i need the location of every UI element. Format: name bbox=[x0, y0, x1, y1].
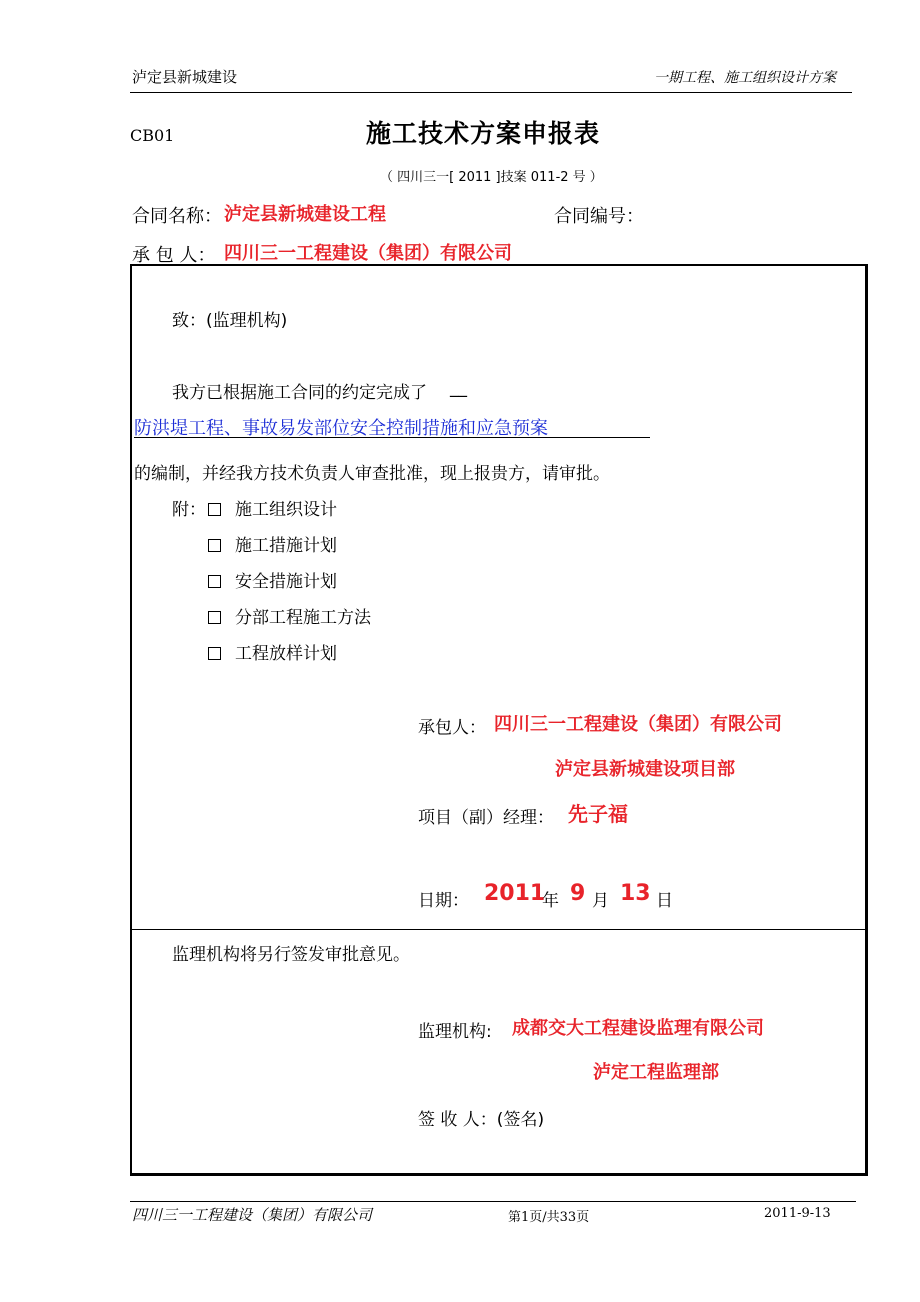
footer-date: 2011-9-13 bbox=[764, 1206, 831, 1221]
contractor-value: 四川三一工程建设（集团）有限公司 bbox=[224, 243, 512, 264]
date-day: 13 bbox=[620, 881, 651, 906]
manager-label: 项目（副）经理： bbox=[418, 808, 554, 828]
date-year-unit: 年 bbox=[542, 891, 559, 911]
contract-name-value: 泸定县新城建设工程 bbox=[224, 204, 386, 225]
subject-underline bbox=[134, 437, 650, 438]
attachment-label: 附： bbox=[172, 500, 206, 520]
subject-text: 防洪堤工程、事故易发部位安全控制措施和应急预案 bbox=[134, 418, 548, 439]
supervisor-org-label: 监理机构: bbox=[418, 1022, 492, 1042]
header-divider bbox=[130, 92, 852, 93]
supervisor-note: 监理机构将另行签发审批意见。 bbox=[172, 945, 410, 965]
date-day-unit: 日 bbox=[656, 891, 673, 911]
checkbox-icon[interactable] bbox=[208, 647, 221, 660]
attachment-item[interactable]: 工程放样计划 bbox=[208, 639, 337, 664]
addressee: 致：(监理机构) bbox=[172, 311, 288, 331]
checkbox-icon[interactable] bbox=[208, 611, 221, 624]
supervisor-department: 泸定工程监理部 bbox=[593, 1062, 719, 1083]
header-left: 泸定县新城建设 bbox=[132, 68, 238, 86]
continuation-text: 的编制，并经我方技术负责人审查批准，现上报贵方，请审批。 bbox=[134, 464, 610, 484]
supervisor-org-value: 成都交大工程建设监理有限公司 bbox=[512, 1018, 764, 1039]
section-divider bbox=[132, 929, 866, 930]
intro-blank: __ bbox=[450, 378, 467, 398]
date-label: 日期： bbox=[418, 891, 469, 911]
attachment-item[interactable]: 施工措施计划 bbox=[208, 531, 337, 556]
sign-contractor-label: 承包人： bbox=[418, 718, 486, 738]
sign-department: 泸定县新城建设项目部 bbox=[555, 759, 735, 780]
receiver-signature: 签 收 人：(签名) bbox=[418, 1110, 545, 1130]
date-month: 9 bbox=[570, 881, 586, 906]
checkbox-icon[interactable] bbox=[208, 539, 221, 552]
form-code: CB01 bbox=[130, 126, 175, 145]
document-number: （ 四川三一[ 2011 ]技案 011-2 号 ） bbox=[380, 170, 603, 185]
date-month-unit: 月 bbox=[592, 891, 609, 911]
manager-value: 先子福 bbox=[568, 802, 628, 826]
footer-company: 四川三一工程建设（集团）有限公司 bbox=[132, 1206, 373, 1224]
header-right: 一期工程、施工组织设计方案 bbox=[654, 70, 836, 86]
date-year: 2011 bbox=[484, 881, 546, 906]
footer-page-number: 第1页/共33页 bbox=[508, 1210, 590, 1225]
intro-text: 我方已根据施工合同的约定完成了 bbox=[172, 383, 427, 403]
sign-contractor-value: 四川三一工程建设（集团）有限公司 bbox=[494, 714, 782, 735]
attachment-item[interactable]: 分部工程施工方法 bbox=[208, 603, 371, 628]
form-title: 施工技术方案申报表 bbox=[366, 119, 601, 148]
attachment-item[interactable]: 施工组织设计 bbox=[208, 495, 337, 520]
contractor-label: 承 包 人： bbox=[132, 245, 216, 266]
footer-divider bbox=[130, 1201, 856, 1202]
attachment-item[interactable]: 安全措施计划 bbox=[208, 567, 337, 592]
checkbox-icon[interactable] bbox=[208, 503, 221, 516]
contract-number-label: 合同编号： bbox=[554, 206, 644, 227]
checkbox-icon[interactable] bbox=[208, 575, 221, 588]
contract-name-label: 合同名称： bbox=[132, 206, 222, 227]
